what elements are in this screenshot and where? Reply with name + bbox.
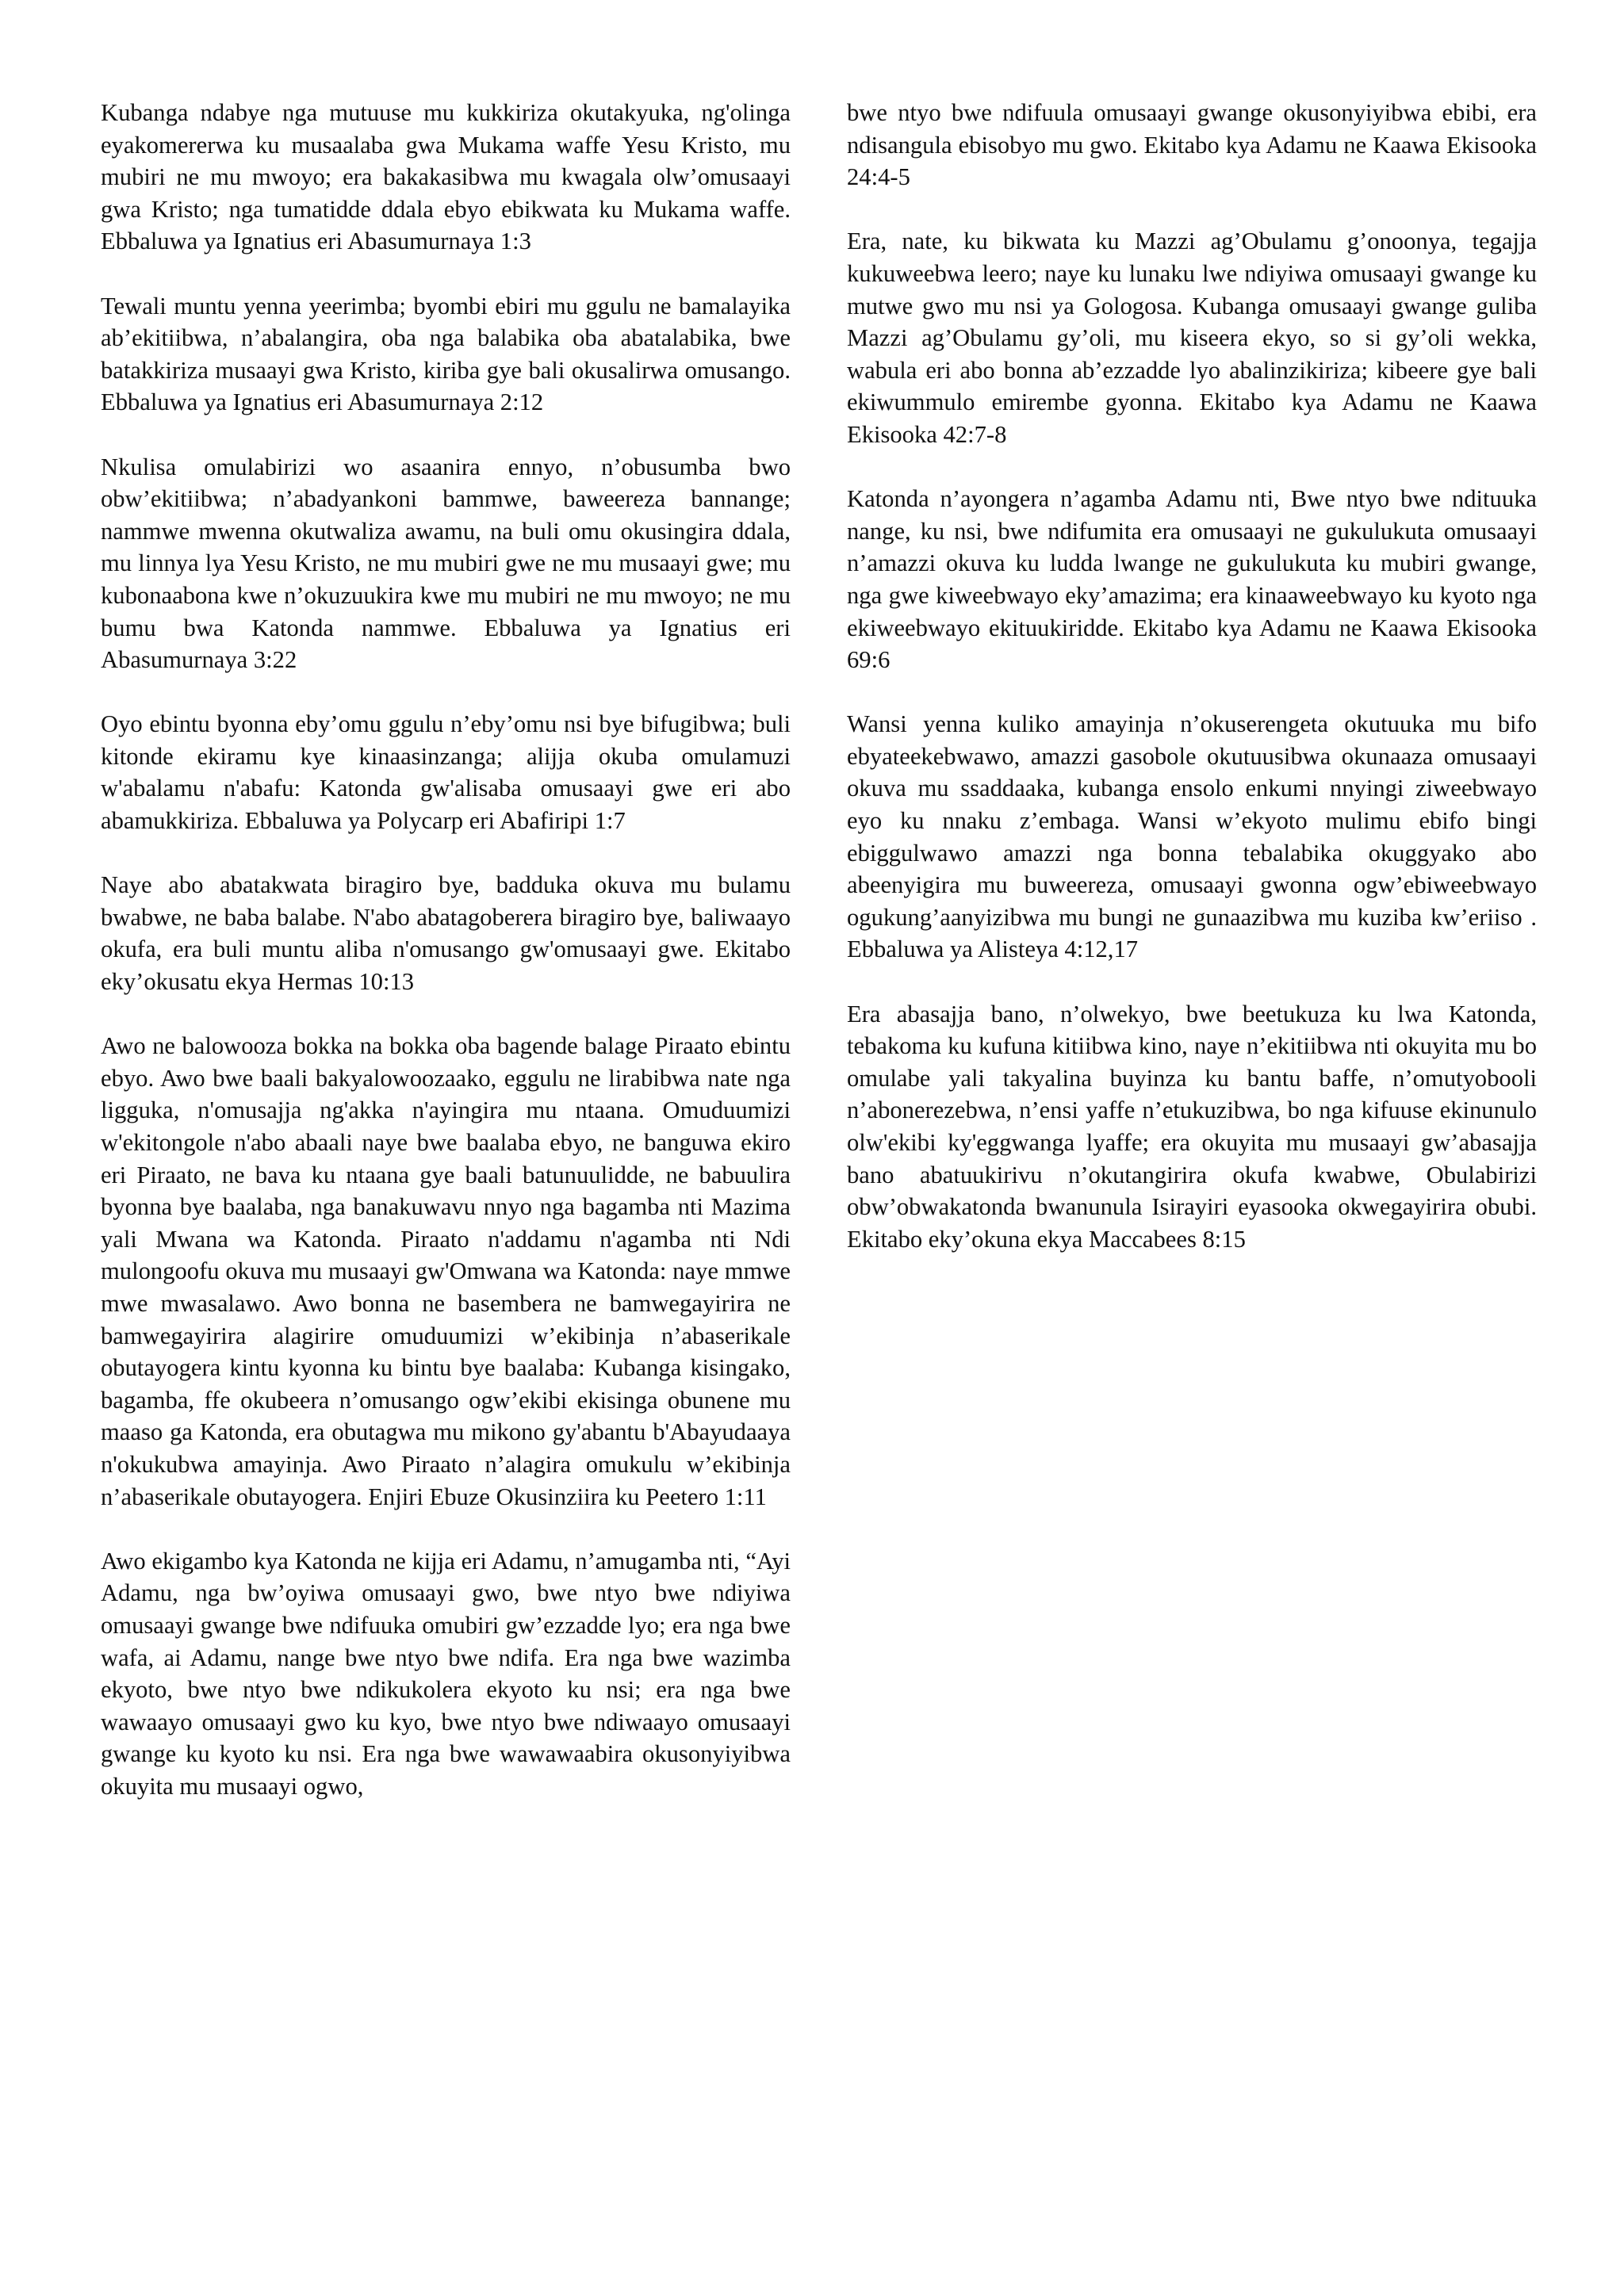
left-column (101, 97, 791, 1835)
paragraph: Tewali muntu yenna yeerimba; byombi ebiri mu ggulu ne bamalayika ab’ekitiibwa, n’abalangira, oba nga balabika oba abatalabika, bwe batakkiriza musaayi gwa Kristo, kiriba gye bali okusalirwa omusango. Ebbaluwa ya Ignatius eri Abasumurnaya 2:12 (101, 292, 791, 416)
paragraph: Katonda n’ayongera n’agamba Adamu nti, Bwe ntyo bwe ndituuka nange, ku nsi, bwe ndifumita era omusaayi ne gukulukuta omusaayi n’amazzi okuva ku ludda lwange ne gukulukuta ku mubiri gwange, nga gwe kiweebwayo eky’amazima; era kinaaweebwayo ku kyoto nga ekiweebwayo ekituukiridde. Ekitabo kya Adamu ne Kaawa Ekisooka 69:6 (847, 485, 1537, 674)
paragraph: bwe ntyo bwe ndifuula omusaayi gwange okusonyiyibwa ebibi, era ndisangula ebisobyo mu gwo. Ekitabo kya Adamu ne Kaawa Ekisooka 24:4-5 (847, 99, 1537, 191)
paragraph: Era, nate, ku bikwata ku Mazzi ag’Obulamu g’onoonya, tegajja kukuweebwa leero; naye ku lunaku lwe ndiyiwa omusaayi gwange ku mutwe gwo mu nsi ya Gologosa. Kubanga omusaayi gwange guliba Mazzi ag’Obulamu gy’oli, mu kiseera ekyo, so si gy’oli wekka, wabula eri abo bonna ab’ezzadde lyo abalinzikiriza; kibeere gye bali ekiwummulo emirembe gyonna. Ekitabo kya Adamu ne Kaawa Ekisooka 42:7-8 (847, 228, 1537, 448)
paragraph: Awo ekigambo kya Katonda ne kijja eri Adamu, n’amugamba nti, “Ayi Adamu, nga bw’oyiwa omusaayi gwo, bwe ntyo bwe ndiyiwa omusaayi gwange bwe ndifuuka omubiri gw’ezzadde lyo; era nga bwe wafa, ai Adamu, nange bwe ntyo bwe ndifa. Era nga bwe wazimba ekyoto, bwe ntyo bwe ndikukolera ekyoto ku nsi; era nga bwe wawaayo omusaayi gwo ku kyo, bwe ntyo bwe ndiwaayo omusaayi gwange ku kyoto ku nsi. Era nga bwe wawawaabira okusonyiyibwa okuyita mu musaayi ogwo, (101, 1547, 791, 1800)
right-column (847, 97, 1537, 1288)
paragraph: Oyo ebintu byonna eby’omu ggulu n’eby’omu nsi bye bifugibwa; buli kitonde ekiramu kye kinaasinzanga; alijja okuba omulamuzi w'abalamu n'abafu: Katonda gw'alisaba omusaayi gwe eri abo abamukkiriza. Ebbaluwa ya Polycarp eri Abafiripi 1:7 (101, 710, 791, 835)
paragraph: Kubanga ndabye nga mutuuse mu kukkiriza okutakyuka, ng'olinga eyakomererwa ku musaalaba gwa Mukama waffe Yesu Kristo, mu mubiri ne mu mwoyo; era bakakasibwa mu kwagala olw’omusaayi gwa Kristo; nga tumatidde ddala ebyo ebikwata ku Mukama waffe. Ebbaluwa ya Ignatius eri Abasumurnaya 1:3 (101, 99, 791, 255)
paragraph: Awo ne balowooza bokka na bokka oba bagende balage Piraato ebintu ebyo. Awo bwe baali bakyalowoozaako, eggulu ne lirabibwa nate nga ligguka, n'omusajja ng'akka n'ayingira mu ntaana. Omuduumizi w'ekitongole n'abo abaali naye bwe baalaba ebyo, ne banguwa ekiro eri Piraato, ne bava ku ntaana gye baali batunuulidde, ne babuulira byonna bye baalaba, nga banakuwavu nnyo nga bagamba nti Mazima yali Mwana wa Katonda. Piraato n'addamu n'agamba nti Ndi mulongoofu okuva mu musaayi gw'Omwana wa Katonda: naye mmwe mwe mwasalawo. Awo bonna ne basembera ne bamwegayirira ne bamwegayirira alagirire omuduumizi w’ekibinja n’abaserikale obutayogera kintu kyonna ku bintu bye baalaba: Kubanga kisingako, bagamba, ffe okubeera n’omusango ogw’ekibi ekisinga obunene mu maaso ga Katonda, era obutagwa mu mikono gy'abantu b'Abayudaaya n'okukubwa amayinja. Awo Piraato n’alagira omukulu w’ekibinja n’abaserikale obutayogera. Enjiri Ebuze Okusinziira ku Peetero 1:11 (101, 1032, 791, 1510)
paragraph: Nkulisa omulabirizi wo asaanira ennyo, n’obusumba bwo obw’ekitiibwa; n’abadyankoni bammwe, baweereza bannange; nammwe mwenna okutwaliza awamu, na buli omu okusingira ddala, mu linnya lya Yesu Kristo, ne mu mubiri gwe ne mu musaayi gwe; mu kubonaabona kwe n’okuzuukira kwe mu mubiri ne mu mwoyo; ne mu bumu bwa Katonda nammwe. Ebbaluwa ya Ignatius eri Abasumurnaya 3:22 (101, 453, 791, 674)
paragraph: Wansi yenna kuliko amayinja n’okuserengeta okutuuka mu bifo ebyateekebwawo, amazzi gasobole okutuusibwa okunaaza omusaayi okuva mu ssaddaaka, kubanga ensolo enkumi nnyingi ziweebwayo eyo ku nnaku z’embaga. Wansi w’ekyoto mulimu ebifo bingi ebiggulwawo amazzi nga bonna tebalabika okuggyako abo abeenyigira mu buweereza, omusaayi gwonna ogw’ebiweebwayo ogukung’aanyizibwa mu bungi ne gunaazibwa mu kuziba kw’eriiso . Ebbaluwa ya Alisteya 4:12,17 (847, 710, 1537, 963)
paragraph: Era abasajja bano, n’olwekyo, bwe beetukuza ku lwa Katonda, tebakoma ku kufuna kitiibwa kino, naye n’ekitiibwa nti okuyita mu bo omulabe yali takyalina buyinza ku bantu baffe, n’omutyobooli n’abonerezebwa, n’ensi yaffe n’etukuzibwa, bo nga kifuuse ekinunulo olw'ekibi ky'eggwanga lyaffe; era okuyita mu musaayi gw’abasajja bano abatuukirivu n’okutangirira okufa kwabwe, Obulabirizi obw’obwakatonda bwanunula Isirayiri eyasooka okwegayirira obubi. Ekitabo eky’okuna ekya Maccabees 8:15 (847, 1000, 1537, 1253)
paragraph: Naye abo abatakwata biragiro bye, badduka okuva mu bulamu bwabwe, ne baba balabe. N'abo abatagoberera biragiro bye, baliwaayo okufa, era buli muntu aliba n'omusango gw'omusaayi gwe. Ekitabo eky’okusatu ekya Hermas 10:13 (101, 871, 791, 996)
